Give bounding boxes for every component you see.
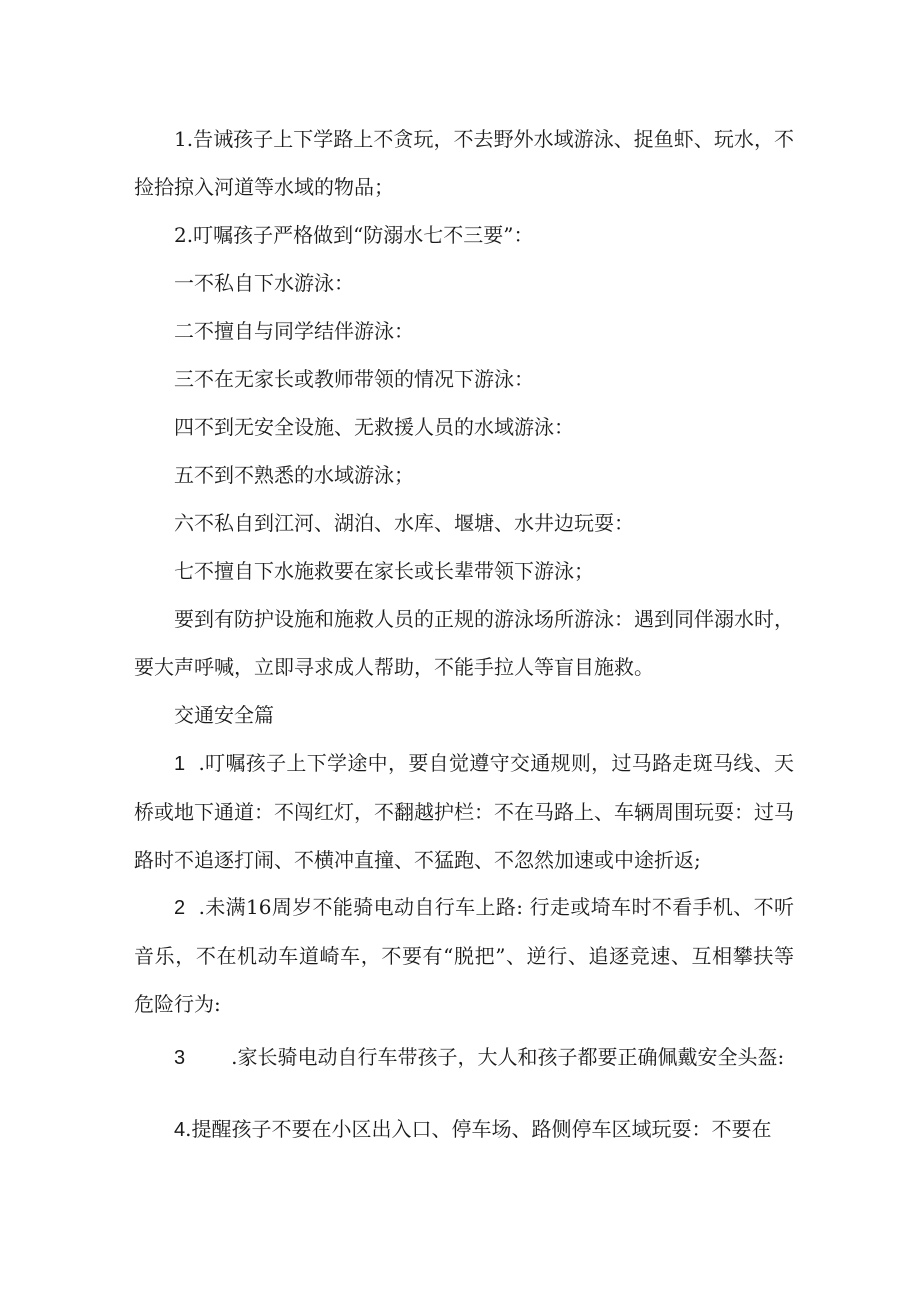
water-paragraph-2: 2.叮嘱孩子严格做到“防溺水七不三要”： — [174, 223, 534, 247]
traffic-item-1-number: 1 — [174, 753, 186, 775]
rule-4: 四不到无安全设施、无救援人员的水域游泳： — [174, 415, 574, 439]
rule-3: 三不在无家长或教师带领的情况下游泳： — [174, 367, 534, 391]
rule-7: 七不擅自下水施救要在家长或长辈带领下游泳； — [174, 559, 594, 583]
traffic-item-1-text: .叮嘱孩子上下学途中，要自觉遵守交通规则，过马路走斑马线、天桥或地下通道：不闯红灯，不翻越护栏：不在马路上、车辆周围玩耍：过马路时不追逐打闹、不横冲直撞、不猛跑、不忽然加速或中途折返; — [134, 751, 795, 872]
traffic-item-4-number: 4 — [174, 1119, 186, 1141]
traffic-item-3 — [174, 1033, 784, 1082]
traffic-item-2-text: .未满16周岁不能骑电动自行车上路: 行走或埼车时不看手机、不听音乐，不在机动车道崎车，不要有“脱把”、逆行、追逐竞速、互相攀扶等危险行为: — [134, 895, 795, 1016]
rule-1: 一不私自下水游泳： — [174, 271, 354, 295]
traffic-item-4 — [174, 1105, 771, 1154]
traffic-item-2 — [134, 883, 794, 1028]
traffic-item-3-number: 3 — [174, 1047, 186, 1069]
section-title-traffic: 交通安全篇 — [174, 703, 274, 727]
rule-2: 二不擅自与同学结伴游泳： — [174, 319, 414, 343]
water-paragraph-3: 要到有防护设施和施救人员的正规的游泳场所游泳：遇到同伴溺水时，要大声呼喊，立即寻求成人帮助，不能手拉人等盲目施救。 — [134, 607, 794, 679]
rule-6: 六不私自到江河、湖泊、水库、堰塘、水井边玩耍： — [174, 511, 634, 535]
rule-5: 五不到不熟悉的水域游泳； — [174, 463, 414, 487]
traffic-item-2-number: 2 — [174, 897, 186, 919]
traffic-item-1 — [134, 739, 794, 884]
traffic-item-3-text: .家长骑电动自行车带孩子，大人和孩子都要正确佩戴安全头盔: — [231, 1045, 785, 1069]
water-paragraph-1: 1.告诫孩子上下学路上不贪玩，不去野外水域游泳、捉鱼虾、玩水，不捡拾掠入河道等水域的物品； — [134, 127, 794, 199]
traffic-item-4-text: .提醒孩子不要在小区出入口、停车场、路侧停车区域玩耍：不要在 — [185, 1117, 772, 1141]
